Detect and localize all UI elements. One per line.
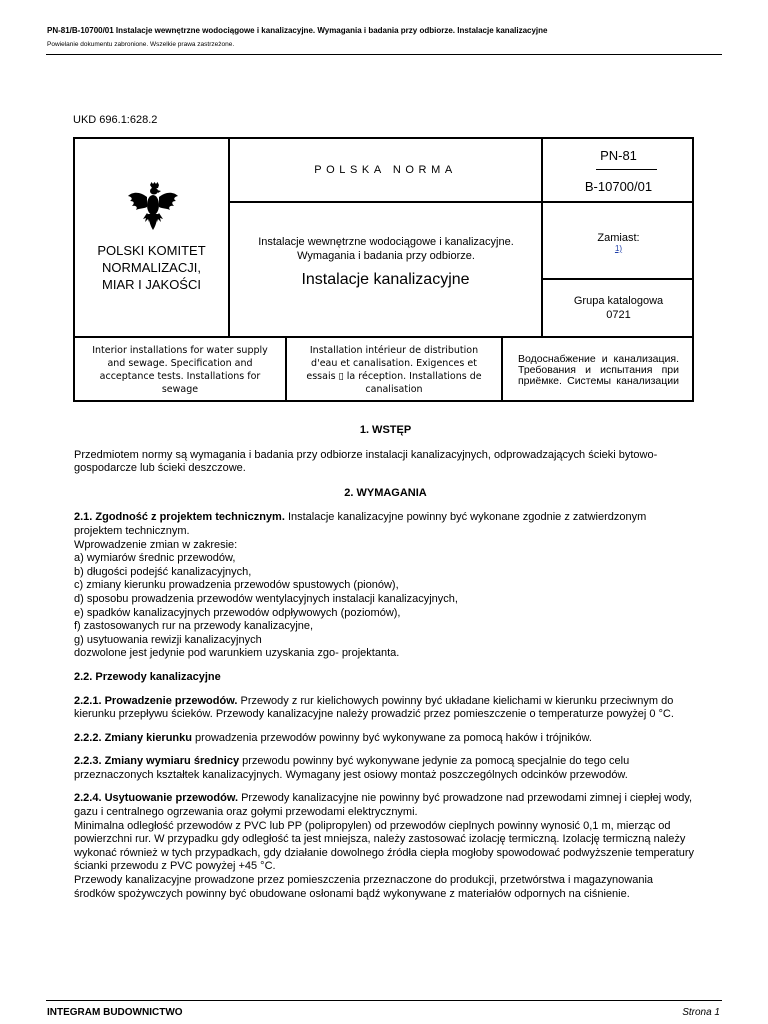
- paragraph: [74, 755, 697, 782]
- paragraph: [74, 695, 697, 722]
- standard-main-title: Instalacje kanalizacyjne: [301, 271, 470, 288]
- title-french-text: Installation intérieur de distribution d'eau et canalisation. Exigences et essais ▯ la réception. Installations de canalisation: [306, 345, 482, 395]
- zamiast-label: Zamiast:: [597, 232, 640, 244]
- title-english-text: Interior installations for water supply and sewage. Specification and acceptance tests. Installations for sewage: [92, 345, 268, 395]
- standard-title-polish: [245, 235, 527, 263]
- list-item: a) wymiarów średnic przewodów,: [74, 552, 236, 565]
- polish-eagle-emblem-icon: [127, 180, 179, 232]
- subsection-text: przewodu powinny być wykonywane jedynie za pomocą specjalnie do tego celu przeznaczonych kształtek kanalizacyjnych. Wymagany jest osiowy montaż poszczególnych odcinków przewodów.: [74, 755, 630, 781]
- copyright-notice: Powielanie dokumentu zabronione. Wszelkie prawa zastrzeżone.: [47, 41, 235, 48]
- list-item: e) spadków kanalizacyjnych przewodów odpływowych (poziomów),: [74, 606, 401, 619]
- list-item: b) długości podejść kanalizacyjnych,: [74, 565, 252, 578]
- section-heading: 1. WSTĘP: [359, 424, 412, 436]
- page-number: Strona 1: [682, 1007, 720, 1018]
- footer-divider: [46, 1000, 722, 1001]
- document-header-title: PN-81/B-10700/01 Instalacje wewnętrzne wodociągowe i kanalizacyjne. Wymagania i badania przy odbiorze. Instalacje kanalizacyjne: [47, 26, 548, 35]
- paragraph: Przewody kanalizacyjne prowadzone przez pomieszczenia przeznaczone do produkcji, przetwórstwa i magazynowania środków spożywczych powinny być obudowane osłonami bądź wykonywane z materiałów odpornych na ciśnienie.: [74, 874, 654, 900]
- table-divider: [228, 201, 694, 203]
- subsection-text: Przewody kanalizacyjne nie powinny być prowadzone nad przewodami zimnej i ciepłej wody, gazu i centralnego ogrzewania oraz gołymi przewodami elektrycznymi.: [74, 792, 693, 819]
- title-russian-text: Водоснабжение и канализация. Требования и испытания при приёмке. Системы канализации: [518, 352, 679, 387]
- list-item: c) zmiany kierunku prowadzenia przewodów spustowych (pionów),: [74, 579, 399, 592]
- list-item: d) sposobu prowadzenia przewodów wentylacyjnych instalacji kanalizacyjnych,: [74, 592, 458, 605]
- committee-name: [75, 242, 228, 293]
- subsection-heading: 2.2. Przewody kanalizacyjne: [74, 670, 221, 683]
- section-heading: 2. WYMAGANIA: [344, 486, 427, 499]
- paragraph: Przedmiotem normy są wymagania i badania przy odbiorze instalacji kanalizacyjnych, odprowadzających ścieki bytowo-gospodarcze lub ścieki deszczowe.: [74, 448, 658, 475]
- subsection-text: prowadzenia przewodów powinny być wykonywane za pomocą haków i trójników.: [192, 731, 592, 744]
- subsection-title: 2.2.2. Zmiany kierunku: [74, 731, 192, 744]
- title-line: Instalacje wewnętrzne wodociągowe i kanalizacyjne.: [258, 236, 514, 248]
- title-line: Wymagania i badania przy odbiorze.: [297, 250, 475, 262]
- paragraph: Minimalna odległość przewodów z PVC lub PP (polipropylen) od przewodów cieplnych powinny wynosić 0,1 m, mierząc od powierzchni rur. W przypadku gdy odległość ta jest mniejsza, należy zastosować izolację termiczną. Izolację termiczną należy wykonać również w tych przypadkach, gdy działanie dowolnego źródła ciepła mogłoby spowodować podwyższenie temperatury ścianki przewodu z PVC powyżej +45 °C.: [74, 819, 694, 873]
- subsection-title: 2.2.4. Usytuowanie przewodów.: [74, 792, 239, 805]
- paragraph: [74, 792, 697, 819]
- polska-norma-label: POLSKA NORMA: [314, 164, 457, 176]
- paragraph: dozwolone jest jedynie pod warunkiem uzyskania zgo- projektanta.: [74, 647, 400, 660]
- title-block-table: [73, 137, 694, 402]
- footer-publisher: INTEGRAM BUDOWNICTWO: [47, 1007, 183, 1018]
- committee-line: POLSKI KOMITET: [97, 243, 206, 258]
- zamiast-footnote-link[interactable]: 1): [614, 244, 623, 253]
- title-english: [75, 338, 285, 402]
- list-item: g) usytuowania rewizji kanalizacyjnych: [74, 633, 262, 646]
- standard-code: B-10700/01: [584, 179, 653, 194]
- ukd-code: UKD 696.1:628.2: [73, 114, 158, 126]
- committee-line: NORMALIZACJI,: [102, 260, 201, 275]
- catalog-group: [543, 294, 694, 322]
- standard-number-rule: [596, 169, 657, 170]
- subsection-text: Instalacje kanalizacyjne powinny być wykonane zgodnie z zatwierdzonym projektem technicznym.: [74, 511, 647, 537]
- paragraph: [74, 732, 697, 746]
- table-divider: [541, 278, 694, 280]
- standard-number: PN-81: [600, 148, 637, 163]
- title-russian: [503, 338, 694, 402]
- header-divider: [46, 54, 722, 55]
- catalog-group-value: 0721: [606, 309, 631, 321]
- subsection-title: 2.2.3. Zmiany wymiaru średnicy: [74, 755, 240, 768]
- subsection-title: 2.2.1. Prowadzenie przewodów.: [74, 694, 238, 707]
- document-body: [74, 424, 697, 901]
- subsection-text: Przewody z rur kielichowych powinny być układane kielichami w kierunku przeciwnym do kierunku przepływu ścieków. Przewody kanalizacyjne należy prowadzić przez pomieszczenie o temperaturze powyżej 0 °C.: [74, 694, 674, 721]
- catalog-group-label: Grupa katalogowa: [573, 295, 664, 307]
- committee-line: MIAR I JAKOŚCI: [102, 277, 201, 292]
- paragraph: [74, 511, 697, 538]
- title-french: [287, 338, 501, 402]
- paragraph: Wprowadzenie zmian w zakresie:: [74, 538, 238, 551]
- subsection-title: 2.1. Zgodność z projektem technicznym.: [74, 511, 285, 524]
- list-item: f) zastosowanych rur na przewody kanalizacyjne,: [74, 620, 314, 633]
